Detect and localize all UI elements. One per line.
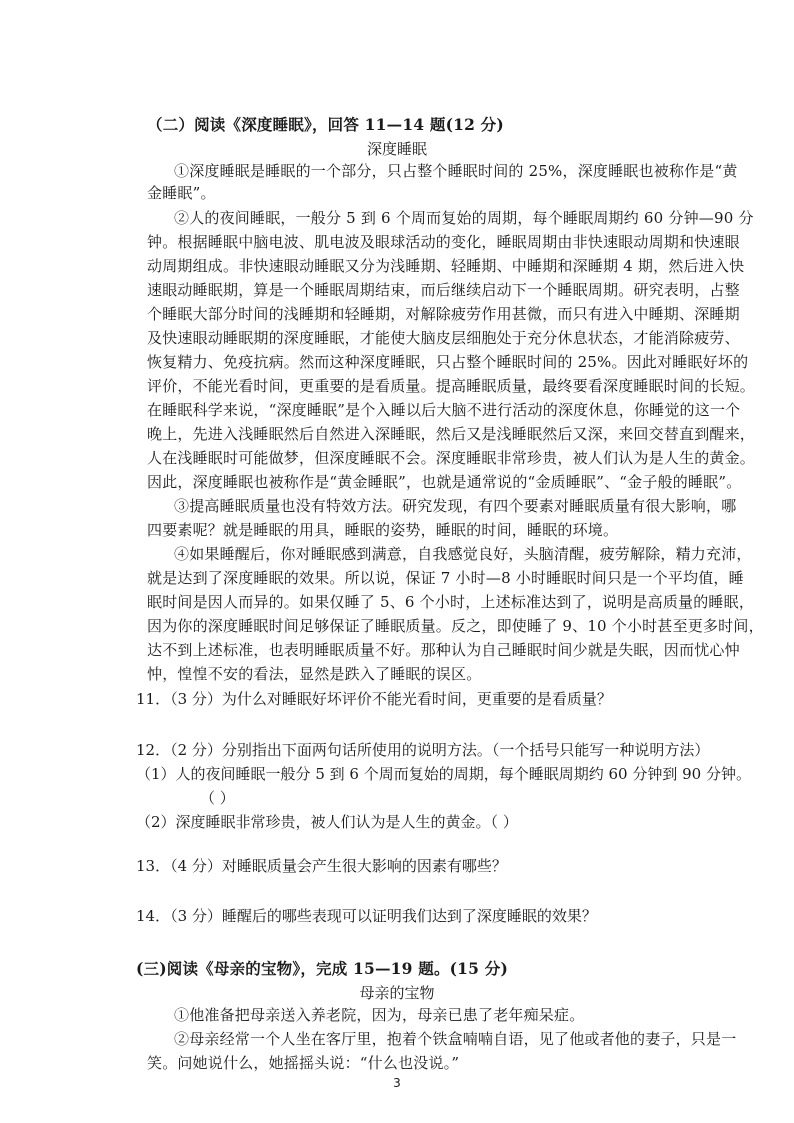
paragraph-line: 人在浅睡眠时可能做梦，但深度睡眠不会。深度睡眠非常珍贵，被人们认为是人生的黄金。 [147,449,756,467]
paragraph-line: 恢复精力、免疫抗病。然而这种深度睡眠，只占整个睡眠时间的 25%。因此对睡眠好坏的 [147,353,749,371]
paragraph-line: ④如果睡醒后，你对睡眠感到满意，自我感觉良好，头脑清醒，疲劳解除，精力充沛， [174,545,752,563]
paragraph-line: 在睡眠科学来说，“深度睡眠”是个入睡以后大脑不进行活动的深度休息，你睡觉的这一个 [147,401,741,419]
question-12: 12．（2 分）分别指出下面两句话所使用的说明方法。（一个括号只能写一种说明方法） [136,741,710,759]
question-12-item-2: （2）深度睡眠非常珍贵，被人们认为是人生的黄金。（ ） [136,813,518,831]
section-2-header: （二）阅读《深度睡眠》，回答 11—14 题(12 分) [147,115,504,134]
paragraph-line: 金睡眠”。 [147,184,216,202]
section-3-header: (三)阅读《母亲的宝物》，完成 15—19 题。(15 分) [136,959,508,978]
page-number: 3 [393,1076,401,1090]
paragraph-line: 晚上，先进入浅睡眠然后自然进入深睡眠，然后又是浅睡眠然后又深，来回交替直到醒来， [147,425,756,443]
article-title-mothers-treasure: 母亲的宝物 [359,984,435,1002]
answer-blank-12-1[interactable]: （ ） [200,789,235,807]
paragraph-line: ①他准备把母亲送入养老院，因为，母亲已患了老年痴呆症。 [174,1006,585,1024]
paragraph-line: 因此，深度睡眠也被称作是“黄金睡眠”，也就是通常说的“金质睡眠”、“金子般的睡眠”。 [147,473,742,491]
question-11: 11．（3 分）为什么对睡眠好坏评价不能光看时间，更重要的是看质量？ [136,690,612,708]
article-title-deep-sleep: 深度睡眠 [366,140,427,158]
paragraph-line: 笑。问她说什么，她摇摇头说：“什么也没说。” [147,1054,460,1072]
question-12-item-1: （1）人的夜间睡眠一般分 5 到 6 个周而复始的周期，每个睡眠周期约 60 分钟到 90 分钟。 [136,765,751,783]
paragraph-line: 个睡眠大部分时间的浅睡期和轻睡期，对解除疲劳作用甚微，而只有进入中睡期、深睡期 [147,305,740,323]
paragraph-line: 就是达到了深度睡眠的效果。所以说，保证 7 小时—8 小时睡眠时间只是一个平均值，睡 [147,569,744,587]
paragraph-line: 钟。根据睡眠中脑电波、肌电波及眼球活动的变化，睡眠周期由非快速眼动周期和快速眼 [147,233,740,251]
paragraph-line: 忡，惶惶不安的看法，显然是跌入了睡眠的误区。 [147,665,482,683]
paragraph-line: ①深度睡眠是睡眠的一个部分，只占整个睡眠时间的 25%，深度睡眠也被称作是“黄 [174,162,738,180]
paragraph-line: 及快速眼动睡眠期的深度睡眠，才能使大脑皮层细胞处于充分休息状态，才能消除疲劳、 [147,329,740,347]
paragraph-line: 眠时间是因人而异的。如果仅睡了 5、6 个小时，上述标准达到了，说明是高质量的睡眠， [147,593,755,611]
paragraph-line: 评价，不能光看时间，更重要的是看质量。提高睡眠质量，最终要看深度睡眠时间的长短。 [147,377,756,395]
paragraph-line: ②人的夜间睡眠，一般分 5 到 6 个周而复始的周期，每个睡眠周期约 60 分钟—90 分 [174,209,754,227]
paragraph-line: 动周期组成。非快速眼动睡眠又分为浅睡期、轻睡期、中睡期和深睡期 4 期，然后进入快 [147,257,745,275]
paragraph-line: 达不到上述标准，也表明睡眠质量不好。那种认为自己睡眠时间少就是失眠，因而忧心忡 [147,641,740,659]
question-13: 13．（4 分）对睡眠质量会产生很大影响的因素有哪些？ [136,857,507,875]
paragraph-line: 因为你的深度睡眠时间足够保证了睡眠质量。反之，即使睡了 9、10 个小时甚至更多时间， [147,617,764,635]
paragraph-line: ②母亲经常一个人坐在客厅里，抱着个铁盒喃喃自语，见了他或者他的妻子，只是一 [174,1030,737,1048]
paragraph-line: ③提高睡眠质量也没有特效方法。研究发现，有四个要素对睡眠质量有很大影响，哪 [174,497,737,515]
paragraph-line: 四要素呢？就是睡眠的用具，睡眠的姿势，睡眠的时间，睡眠的环境。 [147,521,619,539]
paragraph-line: 速眼动睡眠期，算是一个睡眠周期结束，而后继续启动下一个睡眠周期。研究表明，占整 [147,281,740,299]
question-14: 14．（3 分）睡醒后的哪些表现可以证明我们达到了深度睡眠的效果？ [136,907,597,925]
